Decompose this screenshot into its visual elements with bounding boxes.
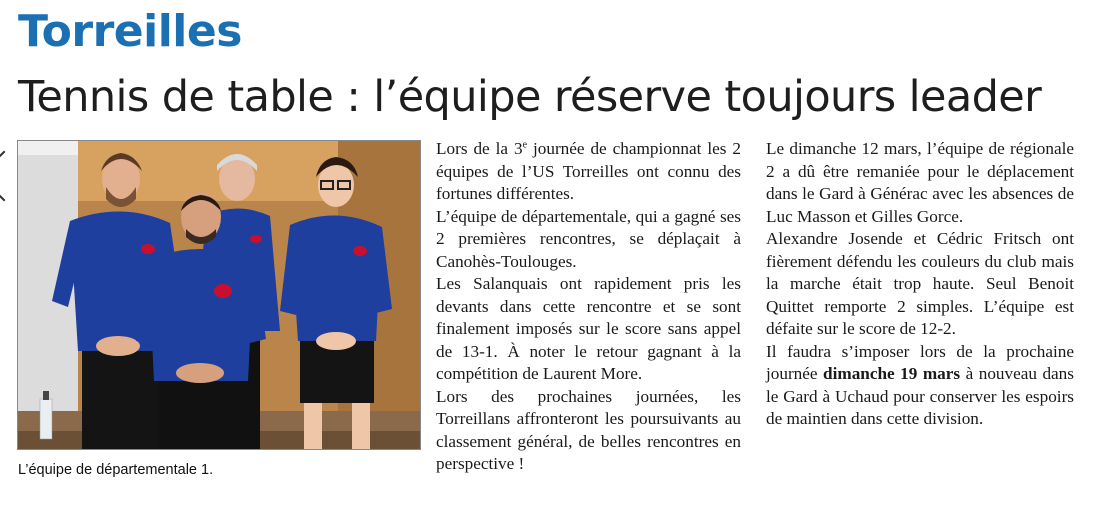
text-run: journée de championnat les 2 équipes de l’US Torreilles ont connu des fortunes différentes. (436, 139, 741, 203)
paragraph: L’équipe de départementale, qui a gagné ses 2 premières rencontres, se déplaçait à Canohès-Toulouges. (436, 206, 741, 271)
text-run: Lors de la 3 (436, 139, 523, 158)
superscript: e (522, 139, 528, 151)
paragraph: Les Salanquais ont rapidement pris les devants dans cette rencontre et se sont finalement imposés sur le score sans appel de 13-1. À noter le retour gagnant à la compétition de Laurent More. (436, 274, 741, 383)
text-run: à nouveau dans le Gard à Uchaud pour conserver les espoirs de maintien dans cette division. (766, 364, 1074, 428)
paragraph: Alexandre Josende et Cédric Fritsch ont fièrement défendu les couleurs du club mais la marche était trop haute. Seul Benoit Quittet remporte 2 simples. L’équipe est défaite sur le score de 12-2. (766, 229, 1074, 338)
highlighted-date: dimanche 19 mars (823, 364, 961, 383)
paragraph: Le dimanche 12 mars, l’équipe de régionale 2 a dû être remaniée pour le déplacement dans le Gard à Générac avec les absences de Luc Masson et Gilles Gorce. (766, 139, 1074, 226)
team-photo (17, 140, 421, 450)
article-headline: Tennis de table : l’équipe réserve toujours leader (18, 72, 1042, 122)
photo-caption: L’équipe de départementale 1. (18, 462, 214, 478)
section-kicker: Torreilles (18, 6, 242, 57)
article-column-2 (766, 138, 1074, 431)
paragraph (436, 138, 741, 206)
paragraph (766, 341, 1074, 431)
article-column-1 (436, 138, 741, 476)
text-run: Il faudra s’imposer lors de la prochaine journée (766, 341, 1074, 383)
paragraph: Lors des prochaines journées, les Torreillans affronteront les poursuivants au classement général, de belles rencontres en perspective ! (436, 386, 741, 473)
